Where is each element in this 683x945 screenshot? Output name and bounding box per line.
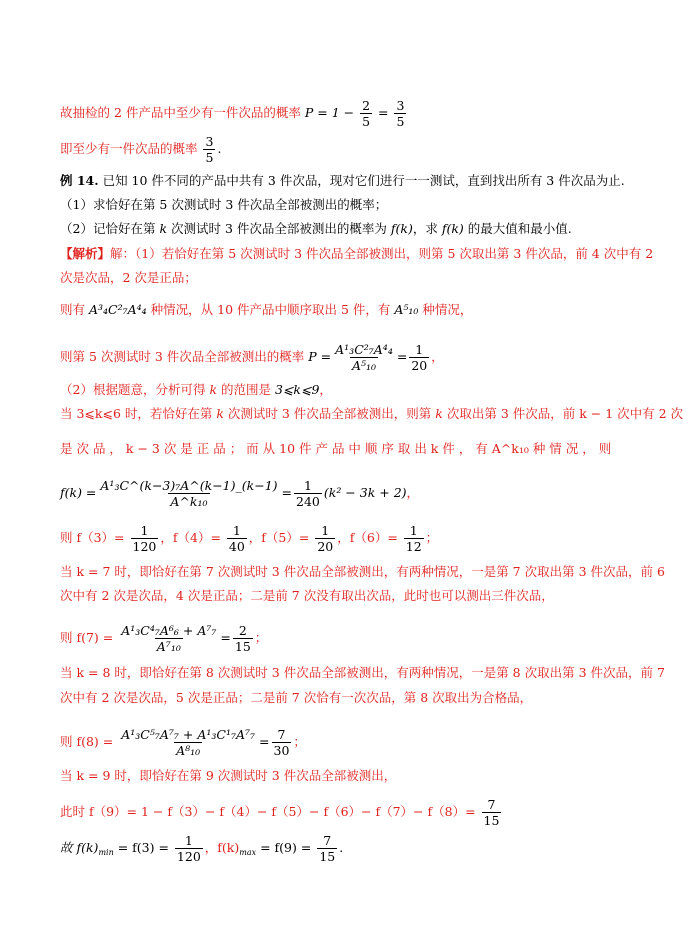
solution-line-14: 次中有 2 次是次品，5 次是正品；二是前 7 次恰有一次次品，第 8 次取出为合格品， — [60, 690, 533, 705]
solution-line-7: 是 次 品 ， k − 3 次 是 正 品 ； 而 从 10 件 产 品 中 顺 序 取 出 k 件 ， 有 A^k₁₀ 种 情 况 ， 则 — [60, 441, 612, 456]
question-2: （2）记恰好在第 k 次测试时 3 件次品全部被测出的概率为 f(k)，求 f(k) 的最大值和最小值. — [60, 221, 572, 236]
solution-line-2: 次是次品，2 次是正品； — [60, 270, 197, 285]
fraction: $\frac{2}{5}$ — [362, 98, 371, 129]
analysis-tag: 【解析】 — [60, 246, 111, 261]
solution-line-8: f(k) = $\frac{\text{A¹₃C\textasciicircum{}(k−3)₇A\textasciicircum{}(k−1)\_(k−1)}}{\text{A\textasciicircum{}k₁₀}}$ = $\frac{1}{240}$ (k² − 3k + 2)， — [60, 478, 420, 509]
solution-line-5: （2）根据题意，分析可得 k 的范围是 3⩽k⩽9， — [60, 382, 332, 397]
example-statement: 例 14. 已知 10 件不同的产品中共有 3 件次品，现对它们进行一一测试，直到找出所有 3 件次品为止. — [60, 173, 625, 188]
fraction: $\frac{1}{20}$ — [411, 342, 428, 373]
question-1: （1）求恰好在第 5 次测试时 3 件次品全部被测出的概率； — [60, 197, 388, 212]
fraction: $\frac{1}{40}$ — [228, 523, 245, 554]
solution-line-4: 则第 5 次测试时 3 件次品全部被测出的概率 P = $\frac{\text{A¹₃C²₇A⁴₄}}{\text{A⁵₁₀}}$ = $\frac{1}{20}$ ， — [60, 342, 444, 373]
solution-line-12: 则 f(7) = $\frac{\text{A¹₃C⁴₇A⁶₆ + A⁷₇}}{\text{A⁷₁₀}}$ = $\frac{2}{15}$ ； — [60, 623, 268, 654]
fraction: $\frac{\text{A¹₃C\textasciicircum{}(k−3)₇A\textasciicircum{}(k−1)\_(k−1)}}{\text{A\textasciicircum{}k₁₀}}$ — [100, 478, 278, 509]
fraction: $\frac{\text{A¹₃C⁵₇A⁷₇ + A¹₃C¹₇A⁷₇}}{\text{A⁸₁₀}}$ — [121, 727, 256, 758]
fraction: $\frac{\text{A¹₃C²₇A⁴₄}}{\text{A⁵₁₀}}$ — [335, 342, 393, 373]
solution-line-11: 次中有 2 次是次品，4 次是正品；二是前 7 次没有取出次品，此时也可以测出三件次品， — [60, 588, 554, 603]
solution-line-3: 则有 A³₄C²₇A⁴₄ 种情况，从 10 件产品中顺序取出 5 件，有 A⁵₁₀ 种情况， — [60, 302, 473, 317]
fraction: $\frac{1}{240}$ — [296, 478, 320, 509]
conclusion-line-1: 故抽检的 2 件产品中至少有一件次品的概率 P = 1 − $\frac{2}{5}$ = $\frac{3}{5}$ — [60, 98, 405, 129]
solution-line-18: 故 $f(k)_{min} = f(3)$ = $\frac{1}{120}$ ，$f(k)_{max} = f(9)$ = $\frac{7}{15}$ . — [60, 833, 344, 864]
fraction: $\frac{7}{30}$ — [273, 727, 290, 758]
conclusion-line-2: 即至少有一件次品的概率 $\frac{3}{5}$ . — [60, 134, 222, 165]
fraction: $\frac{1}{20}$ — [317, 523, 334, 554]
fraction: $\frac{\text{A¹₃C⁴₇A⁶₆ + A⁷₇}}{\text{A⁷₁₀}}$ — [121, 623, 217, 654]
fraction: $\frac{1}{120}$ — [176, 833, 201, 864]
formula-p: P = 1 − — [304, 105, 359, 120]
solution-line-15: 则 f(8) = $\frac{\text{A¹₃C⁵₇A⁷₇ + A¹₃C¹₇A⁷₇}}{\text{A⁸₁₀}}$ = $\frac{7}{30}$ ； — [60, 727, 306, 758]
solution-line-10: 当 k = 7 时，即恰好在第 7 次测试时 3 件次品全部被测出，有两种情况，一是第 7 次取出第 3 件次品，前 6 — [60, 564, 665, 579]
fraction: $\frac{7}{15}$ — [483, 797, 500, 828]
fraction: $\frac{1}{120}$ — [132, 523, 157, 554]
fraction: $\frac{7}{15}$ — [319, 833, 336, 864]
fraction: $\frac{3}{5}$ — [396, 98, 405, 129]
solution-line-9: 则 f（3）= $\frac{1}{120}$ ，f（4）= $\frac{1}{40}$ ，f（5）= $\frac{1}{20}$ ，f（6）= $\frac{1}{12}$ ； — [60, 523, 439, 554]
example-label: 例 14. — [60, 173, 99, 188]
solution-line-17: 此时 f（9）= 1 − f（3）− f（4）− f（5）− f（6）− f（7）− f（8）= $\frac{7}{15}$ — [60, 797, 500, 828]
fraction: $\frac{2}{15}$ — [234, 623, 251, 654]
fraction: $\frac{3}{5}$ — [205, 134, 214, 165]
solution-line-1: 【解析】解：（1）若恰好在第 5 次测试时 3 件次品全部被测出，则第 5 次取出第 3 件次品，前 4 次中有 2 — [60, 246, 654, 261]
solution-line-6: 当 3⩽k⩽6 时，若恰好在第 k 次测试时 3 件次品全部被测出，则第 k 次取出第 3 件次品，前 k − 1 次中有 2 次 — [60, 406, 683, 421]
fraction: $\frac{1}{12}$ — [405, 523, 422, 554]
solution-line-13: 当 k = 8 时，即恰好在第 8 次测试时 3 件次品全部被测出，有两种情况，一是第 8 次取出第 3 件次品，前 7 — [60, 665, 665, 680]
solution-line-16: 当 k = 9 时，即恰好在第 9 次测试时 3 件次品全部被测出， — [60, 768, 397, 783]
